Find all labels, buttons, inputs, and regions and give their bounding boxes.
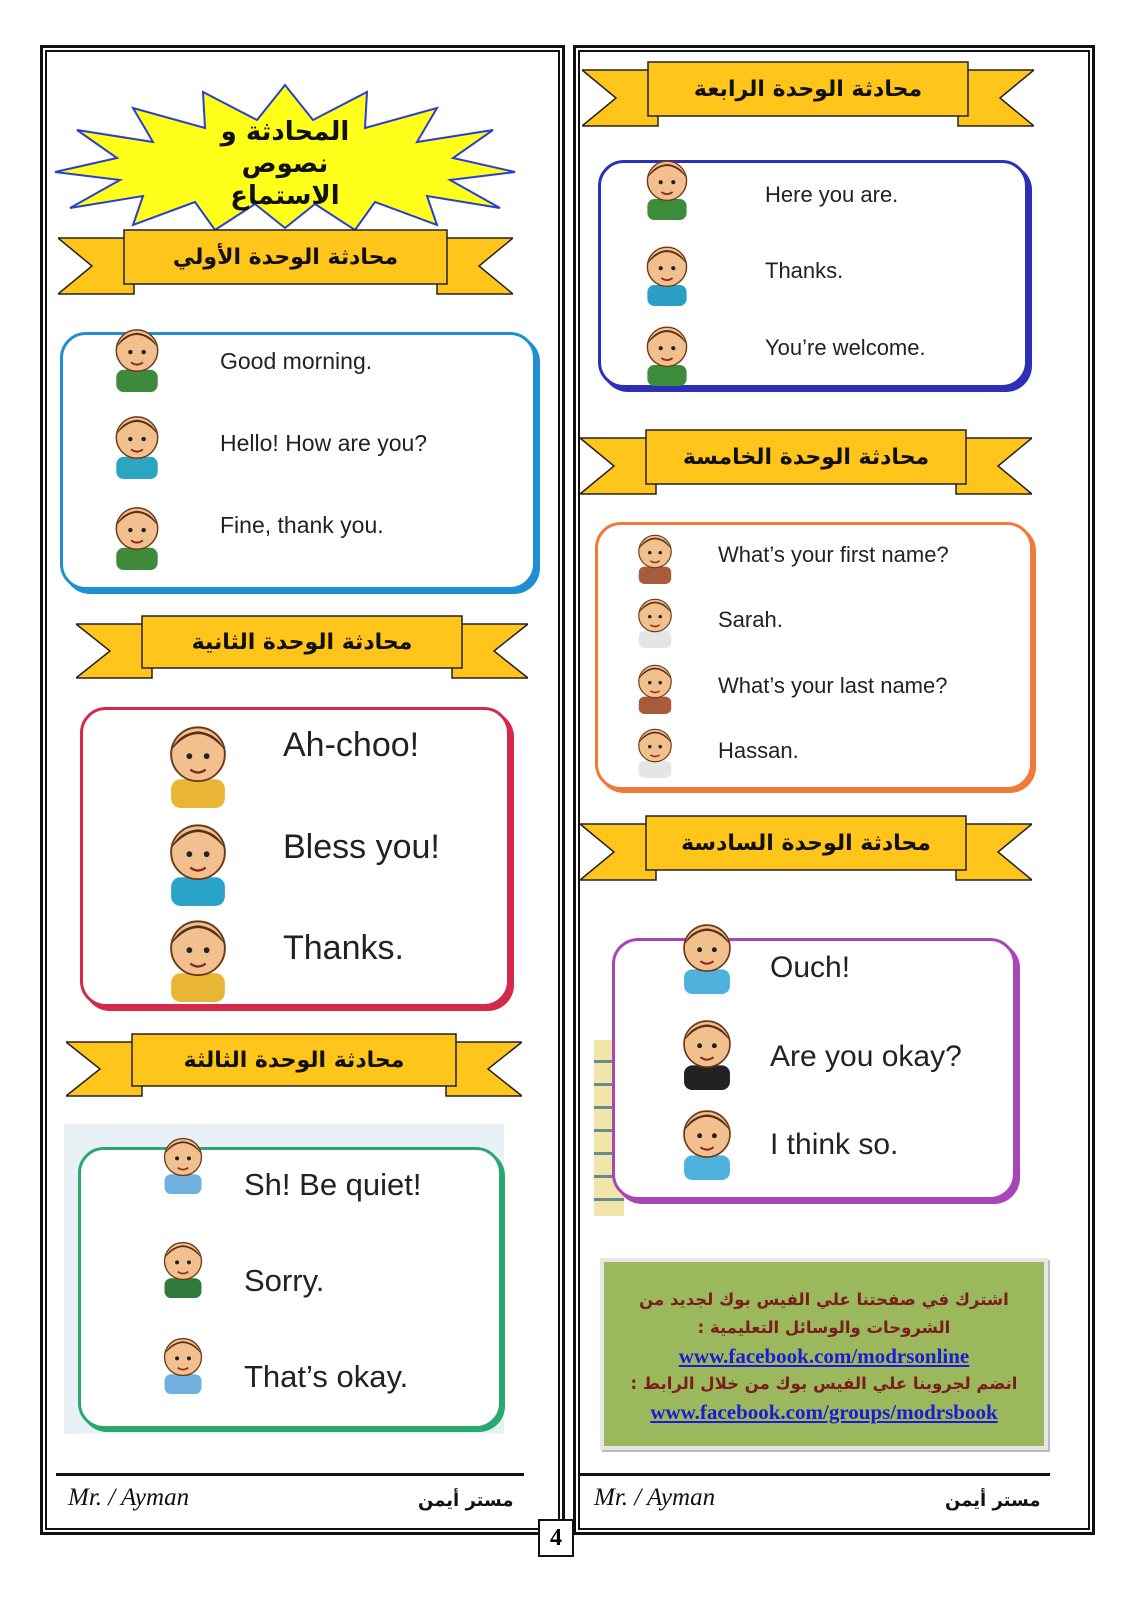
footer-signature-en-left: Mr. / Ayman [68,1484,190,1511]
unit6-line-1 [770,951,850,985]
unit6-speaker-2-avatar [666,1008,748,1090]
unit2-speaker-3-avatar [150,906,246,1002]
unit3-line-1 [244,1167,422,1203]
dialogue-text: Here you are. [765,181,899,207]
unit6-title: محادثة الوحدة السادسة [681,831,931,856]
dialogue-text: What’s your last name? [718,672,948,698]
unit3-line-3 [244,1359,408,1395]
dialogue-text: What’s your first name? [718,541,949,567]
dialogue-text: Ouch! [770,951,851,984]
footer-rule-right [580,1473,1050,1476]
unit2-speaker-1-avatar [150,712,246,808]
unit5-title: محادثة الوحدة الخامسة [682,445,930,470]
dialogue-text: Sarah. [718,606,783,632]
dialogue-text: Hassan. [718,737,799,763]
unit5-line-1 [718,542,949,568]
facebook-promo-box [600,1258,1048,1450]
promo-line3: انضم لجروبنا علي الفيس بوك من خلال الرابط : [630,1374,1018,1393]
dialogue-text: Hello! How are you? [220,429,428,456]
unit1-speaker-2-avatar [100,405,174,479]
unit2-title: محادثة الوحدة الثانية [191,630,413,655]
unit2-speaker-2-avatar [150,810,246,906]
dialogue-text: That’s okay. [244,1359,409,1395]
unit5-line-3 [718,673,947,699]
dialogue-text: Thanks. [283,929,404,968]
dialogue-text: Good morning. [220,347,373,374]
unit4-title: محادثة الوحدة الرابعة [693,77,923,102]
dialogue-text: Sorry. [244,1263,325,1299]
unit3-title-banner [66,1030,522,1100]
dialogue-text: Are you okay? [770,1040,962,1073]
footer-rule-left [56,1473,524,1476]
unit5-speaker-1-avatar [626,526,684,584]
dialogue-text: I think so. [770,1128,899,1161]
unit4-speaker-3-avatar [632,316,702,386]
promo-line2: الشروحات والوسائل التعليمية : [697,1318,951,1337]
starburst-text: المحادثة و نصوص الاستماع [220,117,350,211]
unit3-line-2 [244,1263,324,1299]
unit6-speaker-3-avatar [666,1098,748,1180]
dialogue-text: Fine, thank you. [220,511,384,538]
dialogue-text: Thanks. [765,257,844,283]
unit1-speaker-1-avatar [100,318,174,392]
unit3-title: محادثة الوحدة الثالثة [183,1048,405,1073]
unit5-speaker-2-avatar [626,590,684,648]
dialogue-text: Bless you! [283,828,440,867]
footer-signature-en-right: Mr. / Ayman [594,1484,716,1511]
unit1-title-banner [58,226,513,298]
unit6-line-3 [770,1128,898,1162]
unit6-line-2 [770,1040,962,1074]
unit1-line-3 [220,512,384,539]
unit5-title-banner [580,426,1032,498]
unit5-speaker-3-avatar [626,656,684,714]
unit2-line-2 [283,828,440,867]
dialogue-text: Sh! Be quiet! [244,1167,422,1203]
unit2-title-banner [76,612,528,682]
unit5-speaker-4-avatar [626,720,684,778]
unit1-line-2 [220,430,427,457]
dialogue-text: Ah-choo! [283,726,420,765]
promo-line1: اشترك في صفحتنا علي الفيس بوك لجديد من [639,1290,1009,1309]
footer-signature-ar-right: مستر أيمن [945,1490,1041,1511]
unit3-speaker-3-avatar [150,1328,216,1394]
unit4-line-2 [765,258,843,284]
promo-link-page[interactable]: www.facebook.com/modrsonline [678,1344,970,1368]
unit3-speaker-2-avatar [150,1232,216,1298]
footer-signature-ar-left: مستر أيمن [418,1490,514,1511]
unit4-speaker-1-avatar [632,150,702,220]
unit1-line-1 [220,348,372,375]
unit6-title-banner [580,812,1032,884]
starburst-title [45,80,525,230]
unit4-title-banner [582,58,1034,130]
unit2-line-3 [283,929,404,968]
promo-link-group[interactable]: www.facebook.com/groups/modrsbook [650,1400,998,1424]
unit4-line-3 [765,335,926,361]
unit4-line-1 [765,182,898,208]
unit2-line-1 [283,726,419,765]
page-number: 4 [538,1519,574,1557]
unit6-speaker-1-avatar [666,912,748,994]
unit4-speaker-2-avatar [632,236,702,306]
unit5-line-4 [718,738,799,764]
unit1-speaker-3-avatar [100,496,174,570]
unit3-speaker-1-avatar [150,1128,216,1194]
unit5-line-2 [718,607,783,633]
unit1-title: محادثة الوحدة الأولي [172,245,399,270]
dialogue-text: You’re welcome. [765,334,926,360]
